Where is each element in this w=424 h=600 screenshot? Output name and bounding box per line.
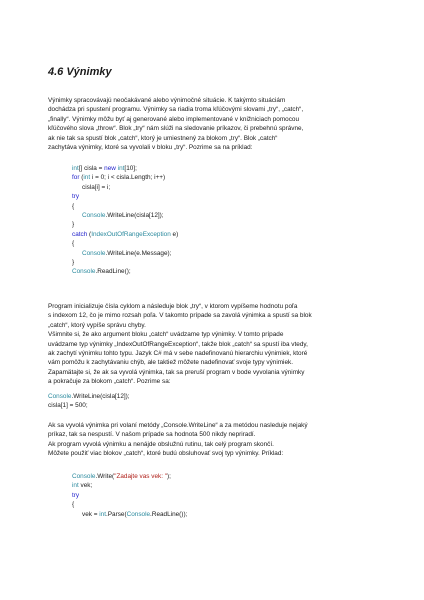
text-line: ak zachytí výnimku tohto typu. Jazyk C# má v sebe nadefinovanú hierarchiu výnimiek, ktoré: [48, 350, 308, 358]
code-token: int: [83, 174, 91, 182]
code-token: for: [72, 174, 80, 182]
code-token: Console: [48, 393, 72, 400]
code-token: new: [104, 165, 116, 172]
code-token: vek =: [82, 510, 100, 518]
text-line: príkaz, tak sa nespustí. V našom prípade sa hodnota 500 nikdy nepriradí.: [48, 431, 256, 439]
code-token: vek;: [78, 482, 93, 490]
code-token: .WriteLine(cisla[12]);: [71, 393, 130, 400]
code-line: [72, 491, 187, 500]
code-line: [72, 202, 178, 211]
code-line: [72, 220, 178, 229]
code-token: Console: [82, 249, 106, 257]
text-line: ak nie tak sa spustí blok „catch“, ktorý je umiestnený za blokom „try“. Blok „catch“: [48, 134, 278, 142]
text-line: zachytáva výnimky, ktoré sa vyvolali v bloku „try“. Pozrime sa na príklad:: [48, 144, 253, 152]
code-token: .ReadLine();: [95, 268, 131, 276]
code-line: [48, 401, 130, 410]
code-token: e): [170, 230, 179, 238]
text-line: uvádzame typ výnimky „IndexOutOfRangeException“, takže blok „catch“ sa spustí iba vtedy,: [48, 340, 308, 348]
code-token: }: [72, 259, 75, 267]
code-token: [] cisla =: [78, 165, 105, 172]
text-line: a pokračuje za blokom „catch“. Pozrime sa:: [48, 378, 171, 386]
code-line: [72, 500, 187, 509]
code-token: int: [99, 510, 106, 518]
code-token: int: [117, 165, 125, 172]
code-line: [72, 164, 178, 173]
code-token: int: [72, 165, 79, 172]
text-line: „catch“, ktorý vypíše správu chyby.: [48, 321, 146, 329]
code-token: .WriteLine(e.Message);: [105, 249, 172, 257]
followup-paragraph: [48, 421, 388, 459]
code-line: [72, 481, 187, 490]
code-block-snippet: [48, 392, 130, 411]
text-line: Ak program vyvolá výnimku a nenájde obslužnú rutinu, tak celý program skončí.: [48, 440, 274, 448]
code-token: (: [79, 174, 84, 182]
text-line: Program inicializuje čísla cyklom a následuje blok „try“, v ktorom vypíšeme hodnotu poľa: [48, 303, 298, 310]
code-token: Write(: [97, 473, 115, 480]
code-line: [72, 267, 178, 276]
code-line: [72, 510, 187, 519]
code-token: {: [72, 240, 75, 248]
code-token: cisla[i] = i;: [82, 183, 111, 191]
section-heading: 4.6 Výnimky: [48, 66, 112, 78]
code-line: [72, 472, 187, 481]
code-token: Console: [72, 268, 96, 276]
code-line: [72, 258, 178, 267]
text-line: s indexom 12, čo je mimo rozsah poľa. V takomto prípade sa zavolá výnimka a spustí sa blok: [48, 312, 312, 320]
code-token: Console: [72, 473, 96, 480]
text-line: Ak sa vyvolá výnimka pri volaní metódy „Console.WriteLine“ a za metódou nasleduje nejaký: [48, 422, 308, 429]
intro-paragraph: [48, 96, 388, 152]
code-line: [72, 183, 178, 192]
text-line: vám pomôžu k zachytávaniu chýb, ale taktiež môžete nadefinovať svoje typy výnimiek.: [48, 359, 294, 367]
code-line: [72, 230, 178, 239]
code-token: IndexOutOfRangeException: [91, 230, 171, 238]
code-token: (: [87, 230, 92, 238]
code-token: Console: [126, 510, 151, 518]
text-line: Môžete použiť viac blokov „catch“, ktoré budú obsluhovať svoj typ výnimky. Príklad:: [48, 450, 284, 458]
code-token: cisla[1] = 500;: [48, 402, 88, 410]
code-token: .Parse(: [105, 510, 127, 518]
code-line: [72, 211, 178, 220]
code-token: Console: [82, 212, 106, 220]
code-token: .ReadLine());: [150, 510, 188, 518]
code-token: {: [72, 202, 75, 210]
text-line: Zapamätajte si, že ak sa vyvolá výnimka, tak sa preruší program v bode vyvolania výnimky: [48, 368, 305, 376]
text-line: Výnimky spracovávajú neočakávané alebo výnimočné situácie. K takýmto situáciám: [48, 97, 286, 104]
code-line: [48, 392, 130, 401]
text-line: „finally“. Výnimky môžu byť aj generované alebo implementované v knižniciach pomocou: [48, 115, 300, 123]
code-line: [72, 239, 178, 248]
code-token: int: [72, 482, 79, 490]
text-line: dochádza pri spustení programu. Výnimky sa riadia troma kľúčovými slovami „try“, „catch“,: [48, 106, 304, 114]
code-token: .: [95, 473, 98, 480]
code-line: [72, 249, 178, 258]
code-token: );: [167, 473, 171, 480]
code-token: {: [72, 501, 75, 509]
code-line: [72, 192, 178, 201]
code-block-multiple-catch: [72, 472, 187, 519]
code-token: }: [72, 221, 75, 229]
code-token: i = 0; i < cisla.Length; i++): [90, 174, 166, 182]
code-token: [10];: [124, 165, 137, 172]
explanation-paragraph: [48, 302, 388, 387]
code-token: "Zadajte vas vek: ": [114, 473, 168, 480]
code-block-try-catch: [72, 164, 178, 277]
code-token: .WriteLine(cisla[12]);: [105, 212, 164, 220]
text-line: kľúčového slova „throw“. Blok „try“ nám slúži na sledovanie príkazov, či prebehnú správne,: [48, 125, 304, 133]
code-token: catch: [72, 230, 88, 238]
code-token: try: [72, 193, 80, 201]
code-line: [72, 173, 178, 182]
code-token: try: [72, 491, 80, 499]
text-line: Všimnite si, že ako argument bloku „catch“ uvádzame typ výnimky. V tomto prípade: [48, 331, 284, 339]
